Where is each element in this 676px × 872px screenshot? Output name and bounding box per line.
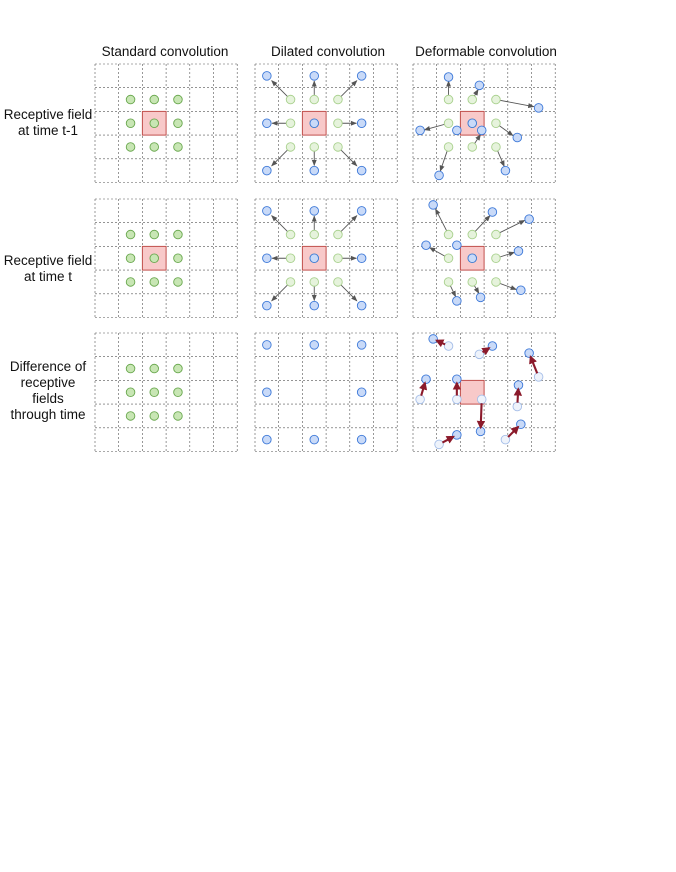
sample-point bbox=[150, 364, 159, 373]
sample-point bbox=[174, 412, 183, 421]
sample-point bbox=[334, 278, 343, 287]
sample-point bbox=[174, 254, 183, 263]
sample-point bbox=[174, 278, 183, 287]
sample-point bbox=[310, 119, 319, 128]
sample-point bbox=[453, 126, 462, 135]
row-label-line: Receptive field bbox=[3, 107, 93, 122]
sample-point bbox=[310, 435, 319, 444]
sample-point bbox=[263, 341, 272, 350]
sample-point bbox=[126, 412, 135, 421]
grid bbox=[95, 333, 237, 452]
sample-point bbox=[444, 254, 453, 263]
sample-point bbox=[477, 126, 486, 135]
offset-arrow bbox=[496, 100, 534, 107]
sample-point bbox=[468, 119, 477, 128]
sample-point bbox=[444, 95, 453, 104]
sample-point bbox=[334, 230, 343, 239]
sample-point bbox=[468, 278, 477, 287]
sample-point bbox=[476, 427, 485, 436]
sample-point bbox=[174, 95, 183, 104]
sample-point bbox=[357, 435, 366, 444]
sample-point bbox=[334, 95, 343, 104]
panel-r3-c2 bbox=[255, 333, 397, 452]
sample-point bbox=[286, 230, 295, 239]
sample-point bbox=[174, 143, 183, 152]
row-label-line: fields bbox=[32, 391, 64, 406]
sample-point bbox=[453, 375, 462, 384]
sample-point bbox=[126, 119, 135, 128]
sample-point bbox=[416, 395, 425, 404]
sample-point bbox=[126, 364, 135, 373]
sample-point bbox=[468, 95, 477, 104]
sample-point bbox=[492, 278, 501, 287]
sample-point bbox=[357, 254, 366, 263]
sample-point bbox=[310, 254, 319, 263]
sample-point bbox=[468, 230, 477, 239]
sample-point bbox=[357, 388, 366, 397]
sample-point bbox=[444, 230, 453, 239]
sample-point bbox=[263, 166, 272, 175]
sample-point bbox=[310, 95, 319, 104]
sample-point bbox=[492, 143, 501, 152]
column-title-deformable: Deformable convolution bbox=[415, 44, 557, 59]
panel-r2-c2 bbox=[255, 199, 397, 318]
panels bbox=[95, 64, 555, 452]
sample-point bbox=[334, 143, 343, 152]
sample-point bbox=[334, 119, 343, 128]
sample-point bbox=[422, 241, 431, 250]
panel-r1-c3 bbox=[413, 64, 555, 183]
panel-r1-c1 bbox=[95, 64, 237, 183]
grid bbox=[255, 333, 397, 452]
sample-point bbox=[468, 143, 477, 152]
sample-point bbox=[525, 349, 534, 358]
sample-point bbox=[357, 301, 366, 310]
sample-point bbox=[444, 73, 453, 82]
sample-point bbox=[444, 342, 453, 351]
sample-point bbox=[435, 440, 444, 449]
sample-point bbox=[126, 254, 135, 263]
sample-point bbox=[492, 95, 501, 104]
sample-point bbox=[150, 412, 159, 421]
row-label-line: at time t-1 bbox=[17, 123, 79, 138]
sample-point bbox=[126, 143, 135, 152]
sample-point bbox=[263, 254, 272, 263]
difference-arrow bbox=[442, 437, 453, 443]
sample-point bbox=[429, 201, 438, 210]
sample-point bbox=[286, 95, 295, 104]
sample-point bbox=[534, 373, 543, 382]
sample-point bbox=[476, 293, 485, 302]
sample-point bbox=[150, 143, 159, 152]
sample-point bbox=[150, 95, 159, 104]
sample-point bbox=[150, 119, 159, 128]
sample-point bbox=[286, 119, 295, 128]
column-title-dilated: Dilated convolution bbox=[270, 44, 386, 59]
row-label-time-t-minus-1 bbox=[4, 107, 93, 138]
sample-point bbox=[150, 388, 159, 397]
sample-point bbox=[475, 81, 484, 90]
sample-point bbox=[453, 395, 462, 404]
sample-point bbox=[453, 431, 462, 440]
row-label-line: Difference of bbox=[9, 359, 87, 374]
sample-point bbox=[310, 341, 319, 350]
sample-point bbox=[174, 230, 183, 239]
sample-point bbox=[263, 207, 272, 216]
sample-point bbox=[150, 254, 159, 263]
sample-point bbox=[514, 381, 523, 390]
difference-arrow bbox=[421, 383, 425, 396]
row-label-line: through time bbox=[10, 407, 86, 422]
sample-point bbox=[492, 119, 501, 128]
sample-point bbox=[435, 171, 444, 180]
sample-point bbox=[444, 119, 453, 128]
sample-point bbox=[357, 341, 366, 350]
sample-point bbox=[310, 166, 319, 175]
difference-arrow bbox=[483, 348, 490, 352]
sample-point bbox=[453, 297, 462, 306]
sample-point bbox=[286, 143, 295, 152]
sample-point bbox=[357, 119, 366, 128]
sample-point bbox=[501, 166, 510, 175]
sample-point bbox=[429, 335, 438, 344]
sample-point bbox=[310, 72, 319, 81]
sample-point bbox=[174, 364, 183, 373]
sample-point bbox=[263, 119, 272, 128]
row-label-line: Receptive field bbox=[3, 253, 93, 268]
sample-point bbox=[310, 143, 319, 152]
panel-r2-c3 bbox=[413, 199, 555, 318]
difference-arrow bbox=[481, 403, 482, 427]
sample-point bbox=[310, 278, 319, 287]
sample-point bbox=[310, 207, 319, 216]
sample-point bbox=[525, 215, 534, 224]
sample-point bbox=[492, 254, 501, 263]
column-title-standard: Standard convolution bbox=[101, 44, 229, 59]
sample-point bbox=[514, 247, 523, 256]
sample-point bbox=[357, 166, 366, 175]
sample-point bbox=[286, 278, 295, 287]
sample-point bbox=[286, 254, 295, 263]
sample-point bbox=[126, 230, 135, 239]
sample-point bbox=[334, 254, 343, 263]
sample-point bbox=[310, 230, 319, 239]
difference-arrow bbox=[517, 389, 518, 403]
sample-point bbox=[357, 207, 366, 216]
sample-point bbox=[357, 72, 366, 81]
sample-point bbox=[513, 402, 522, 411]
panel-r3-c3 bbox=[413, 333, 555, 452]
row-label-time-t bbox=[4, 253, 93, 284]
sample-point bbox=[444, 143, 453, 152]
sample-point bbox=[263, 435, 272, 444]
sample-point bbox=[517, 286, 526, 295]
difference-arrow bbox=[437, 341, 446, 345]
sample-point bbox=[150, 230, 159, 239]
sample-point bbox=[416, 126, 425, 135]
sample-point bbox=[150, 278, 159, 287]
sample-point bbox=[263, 388, 272, 397]
sample-point bbox=[126, 388, 135, 397]
sample-point bbox=[488, 208, 497, 217]
sample-point bbox=[263, 72, 272, 81]
sample-point bbox=[126, 278, 135, 287]
row-label-line: at time t bbox=[23, 269, 73, 284]
panel-r3-c1 bbox=[95, 333, 237, 452]
sample-point bbox=[477, 395, 486, 404]
sample-point bbox=[126, 95, 135, 104]
sample-point bbox=[468, 254, 477, 263]
row-label-line: receptive bbox=[20, 375, 76, 390]
panel-r1-c2 bbox=[255, 64, 397, 183]
row-label-difference bbox=[10, 359, 87, 422]
sample-point bbox=[534, 104, 543, 113]
sample-point bbox=[174, 388, 183, 397]
sample-point bbox=[492, 230, 501, 239]
sample-point bbox=[422, 375, 431, 384]
sample-point bbox=[263, 301, 272, 310]
sample-point bbox=[174, 119, 183, 128]
sample-point bbox=[310, 301, 319, 310]
sample-point bbox=[444, 278, 453, 287]
sample-point bbox=[453, 241, 462, 250]
difference-arrow bbox=[508, 427, 518, 437]
panel-r2-c1 bbox=[95, 199, 237, 318]
sample-point bbox=[513, 133, 522, 142]
